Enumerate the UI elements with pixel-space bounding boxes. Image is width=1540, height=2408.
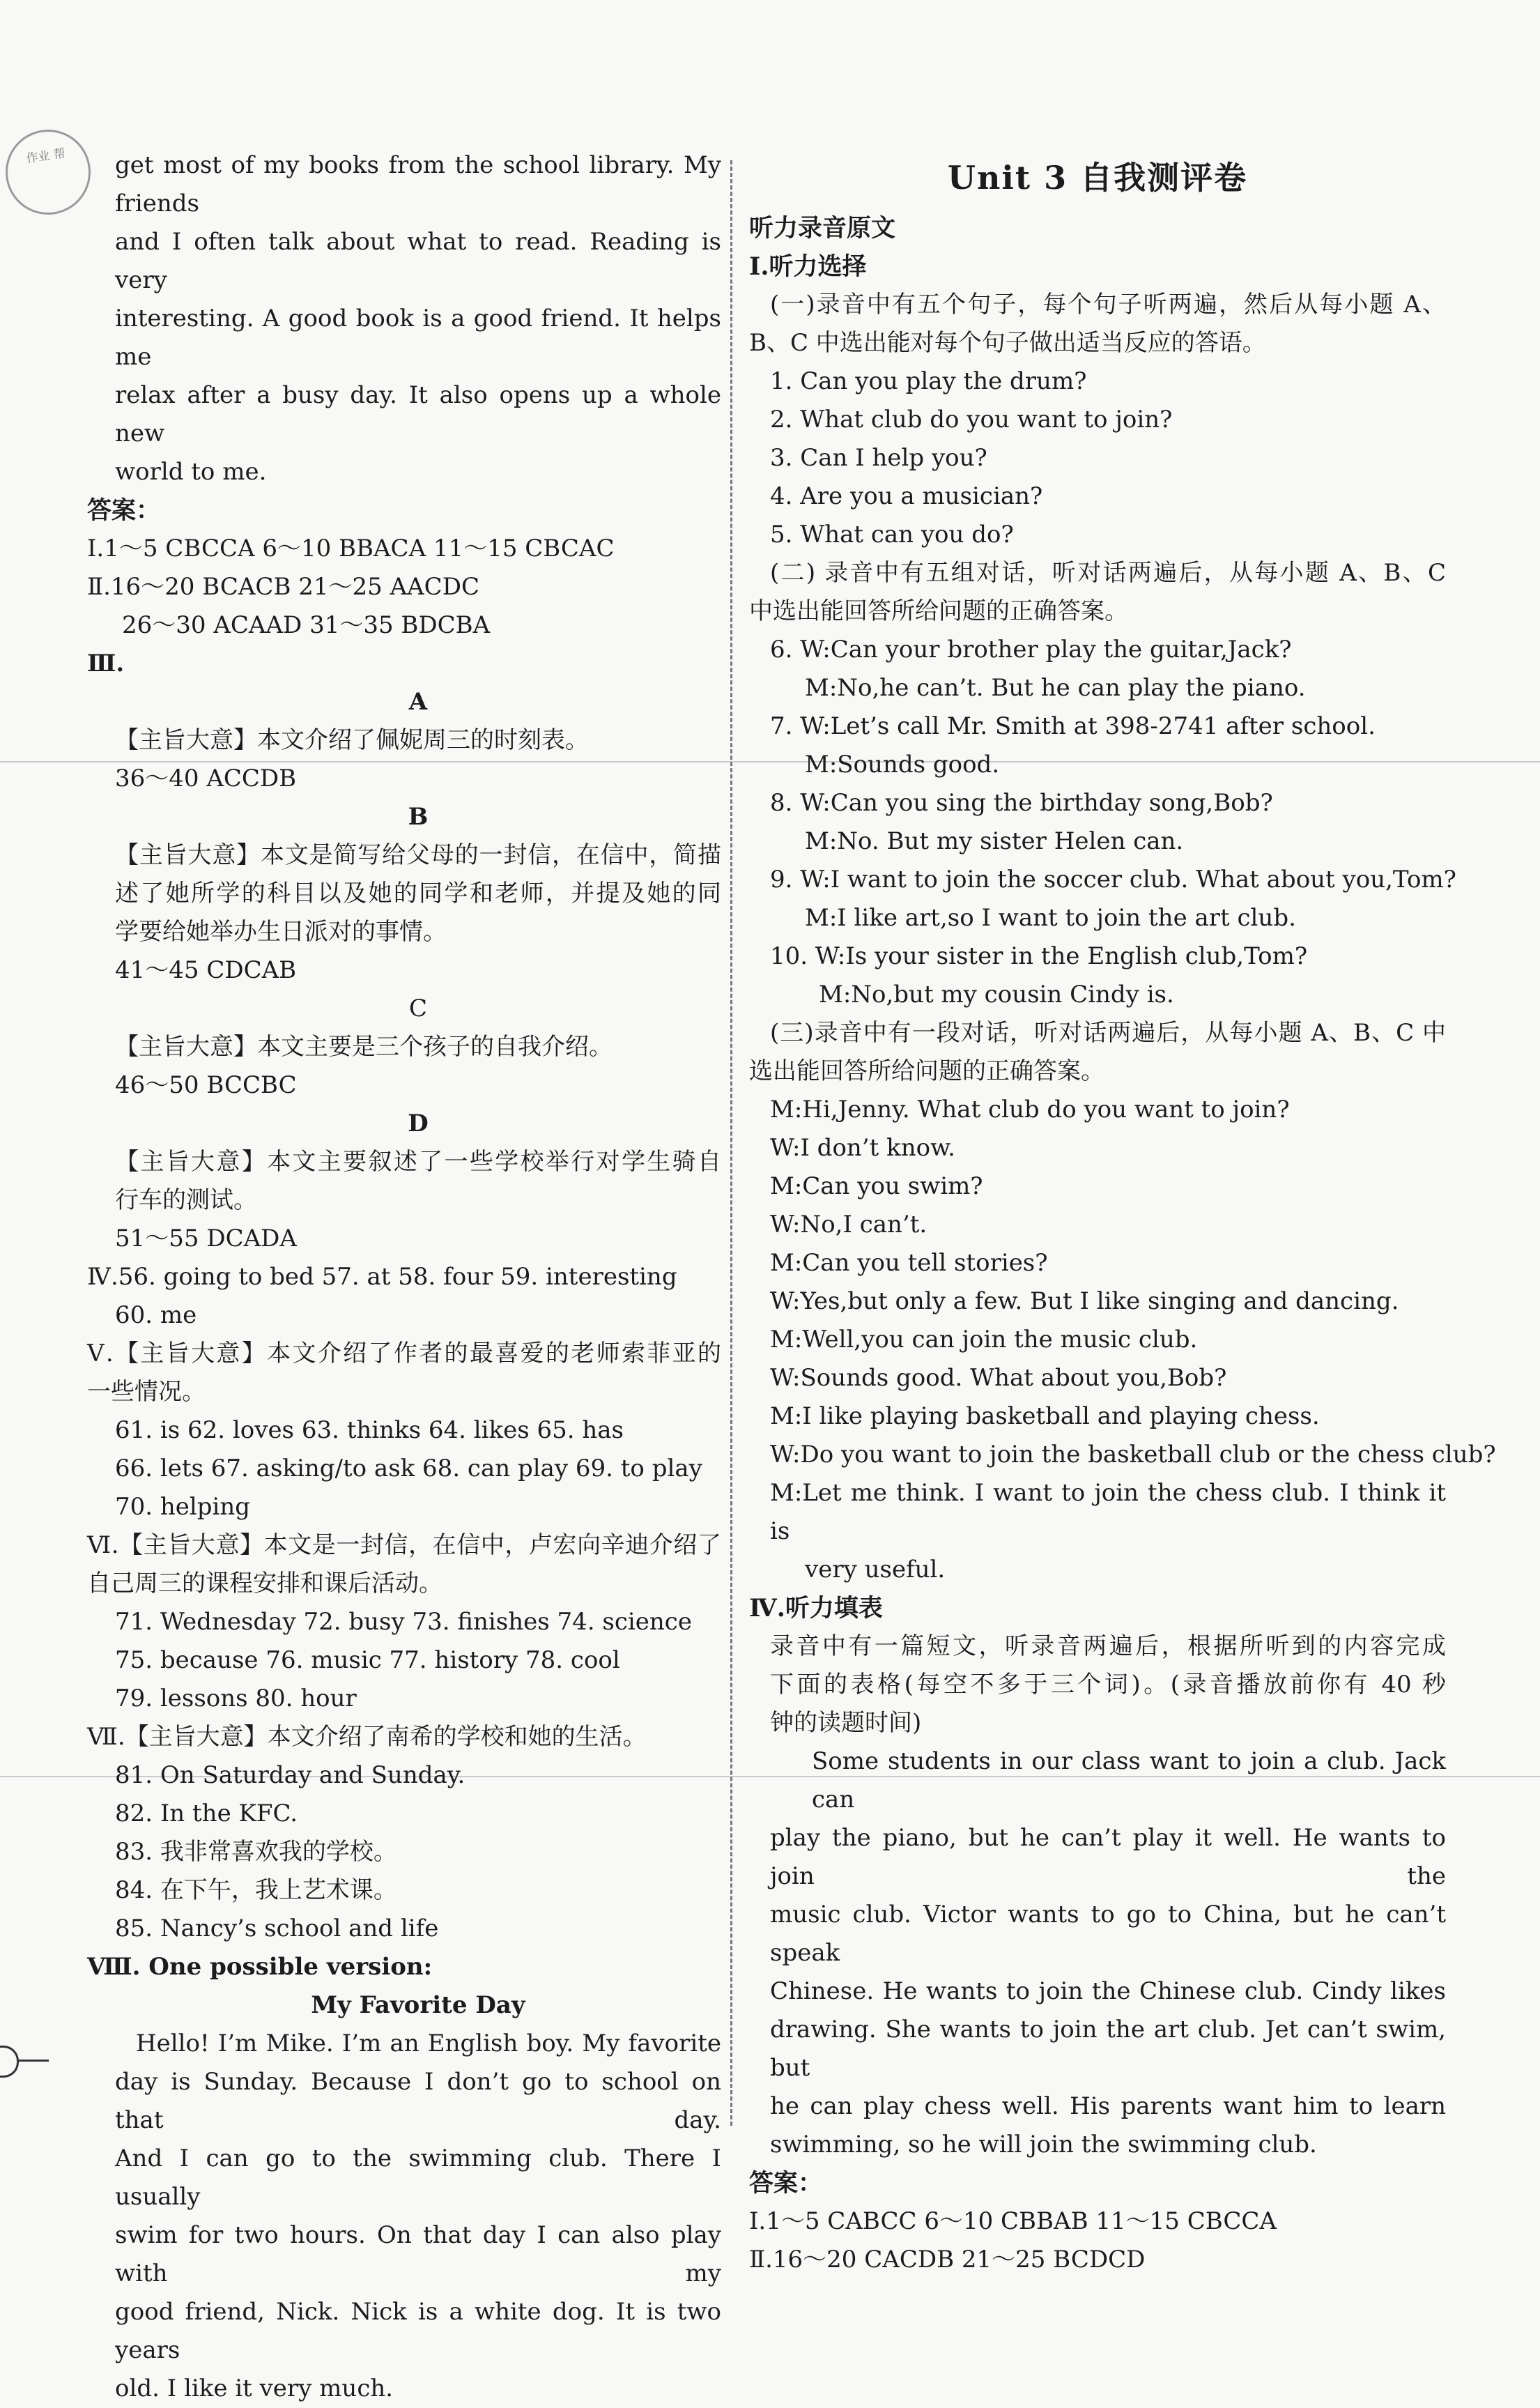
dialogue-line: M:I like playing basketball and playing chess. [770,1402,1320,1430]
summary-line: 【主旨大意】本文介绍了佩妮周三的时刻表。 [115,726,589,754]
summary-line: 【主旨大意】本文主要叙述了一些学校举行对学生骑自 [115,1148,721,1176]
instruction-line: 下面的表格(每空不多于三个词)。(录音播放前你有 40 秒 [770,1671,1446,1698]
answer-line: 36～40 ACCDB [115,765,297,792]
answer-line: 61. is 62. loves 63. thinks 64. likes 65. has [115,1416,624,1444]
dialogue-line: M:No,but my cousin Cindy is. [819,981,1174,1009]
dialogue-line: M:No. But my sister Helen can. [805,827,1184,855]
dialogue-line: W:Sounds good. What about you,Bob? [770,1364,1227,1392]
summary-line: 行车的测试。 [115,1186,257,1214]
passage-line: he can play chess well. His parents want him to learn [770,2092,1446,2120]
answer-line: 71. Wednesday 72. busy 73. finishes 74. science [115,1608,692,1636]
dialogue-line: W:I don’t know. [770,1134,955,1162]
essay-line: Hello! I’m Mike. I’m an English boy. My favorite [136,2030,721,2057]
answer-line: Ⅳ.56. going to bed 57. at 58. four 59. interesting [87,1263,677,1291]
answer-line: 84. 在下午，我上艺术课。 [115,1876,397,1904]
column-divider [730,160,732,2126]
answer-heading: 答案： [87,496,161,525]
passage-line: and I often talk about what to read. Reading is very [115,228,721,294]
passage-line: relax after a busy day. It also opens up a whole new [115,381,721,447]
section-heading: Ⅳ.听力填表 [749,1594,883,1623]
essay-line: old. I like it very much. [115,2375,394,2402]
answer-line: 41～45 CDCAB [115,956,297,984]
dialogue-line: 10. W:Is your sister in the English club,Tom? [770,942,1308,970]
answer-line: 83. 我非常喜欢我的学校。 [115,1838,397,1866]
question-line: 5. What can you do? [770,521,1014,549]
instruction-line: B、C 中选出能对每个句子做出适当反应的答语。 [749,329,1266,357]
dialogue-line: M:No,he can’t. But he can play the piano. [805,674,1306,702]
dialogue-line: M:Well,you can join the music club. [770,1326,1198,1353]
answer-line: 85. Nancy’s school and life [115,1915,439,1942]
answer-heading: 答案： [749,2169,823,2198]
summary-line: Ⅴ.【主旨大意】本文介绍了作者的最喜爱的老师索菲亚的 [87,1340,721,1367]
footer-rule [18,2060,49,2062]
answer-line: 66. lets 67. asking/to ask 68. can play 69. to play [115,1455,702,1482]
section-heading: Ⅰ.听力选择 [749,252,867,281]
section-heading: 听力录音原文 [749,214,896,243]
page-title: Unit 3 自我测评卷 [947,159,1248,197]
dialogue-line: 9. W:I want to join the soccer club. What about you,Tom? [770,866,1456,894]
section-label: Ⅲ. [87,650,125,677]
dialogue-line: M:Hi,Jenny. What club do you want to join? [770,1096,1290,1124]
answer-line: 81. On Saturday and Sunday. [115,1761,465,1789]
question-line: 3. Can I help you? [770,444,987,472]
summary-line: 【主旨大意】本文是简写给父母的一封信，在信中，简描 [115,841,721,869]
summary-line: 述了她所学的科目以及她的同学和老师，并提及她的同 [115,880,721,907]
dialogue-line: W:Do you want to join the basketball club or the chess club? [770,1441,1496,1468]
answer-line: Ⅱ.16～20 BCACB 21～25 AACDC [87,573,479,601]
dialogue-line: 6. W:Can your brother play the guitar,Jack? [770,636,1292,664]
dialogue-line: M:Sounds good. [805,751,1000,779]
dialogue-line: M:Can you tell stories? [770,1249,1048,1277]
summary-line: 【主旨大意】本文主要是三个孩子的自我介绍。 [115,1033,613,1061]
passage-line: Chinese. He wants to join the Chinese club. Cindy likes [770,1977,1446,2005]
answer-line: Ⅰ.1～5 CBCCA 6～10 BBACA 11～15 CBCAC [87,535,615,562]
passage-line: get most of my books from the school library. My friends [115,151,721,217]
answer-line: 51～55 DCADA [115,1225,297,1252]
passage-label: C [408,995,427,1022]
dialogue-line: M:Let me think. I want to join the chess club. I think it is [770,1479,1446,1545]
instruction-line: (三)录音中有一段对话，听对话两遍后，从每小题 A、B、C 中 [770,1019,1446,1047]
passage-line: interesting. A good book is a good friend. It helps me [115,305,721,371]
passage-label: B [408,803,429,831]
essay-line: swim for two hours. On that day I can also play with my [115,2221,721,2287]
summary-line: 学要给她举办生日派对的事情。 [115,918,447,946]
essay-line: day is Sunday. Because I don’t go to school on that day. [115,2068,721,2134]
section-label: Ⅷ. One possible version: [87,1953,433,1981]
summary-line: 一些情况。 [87,1378,206,1406]
essay-line: good friend, Nick. Nick is a white dog. It is two years [115,2298,721,2364]
dialogue-line: M:I like art,so I want to join the art club. [805,904,1296,932]
page-number-tab [0,2046,19,2078]
passage-line: drawing. She wants to join the art club. Jet can’t swim, but [770,2016,1446,2082]
left-column [87,146,721,2408]
instruction-line: 录音中有一篇短文，听录音两遍后，根据所听到的内容完成 [770,1632,1446,1660]
answer-line: 26～30 ACAAD 31～35 BDCBA [122,611,491,639]
instruction-line: 选出能回答所给问题的正确答案。 [749,1057,1104,1085]
question-line: 2. What club do you want to join? [770,406,1173,434]
essay-line: And I can go to the swimming club. There I usually [115,2145,721,2211]
answer-line: 46～50 BCCBC [115,1071,297,1099]
dialogue-line: 8. W:Can you sing the birthday song,Bob? [770,789,1273,817]
dialogue-line: very useful. [805,1556,946,1583]
dialogue-line: W:No,I can’t. [770,1211,927,1238]
passage-label: D [408,1110,429,1137]
answer-line: 60. me [115,1301,197,1329]
passage-label: A [408,688,428,716]
passage-line: world to me. [115,458,267,486]
instruction-line: (一)录音中有五个句子，每个句子听两遍，然后从每小题 A、 [770,291,1446,319]
answer-line: Ⅰ.1～5 CABCC 6～10 CBBAB 11～15 CBCCA [749,2207,1277,2235]
summary-line: 自己周三的课程安排和课后活动。 [87,1570,442,1597]
essay-title: My Favorite Day [311,1991,525,2019]
answer-line: 82. In the KFC. [115,1800,298,1827]
dialogue-line: W:Yes,but only a few. But I like singing and dancing. [770,1287,1399,1315]
passage-line: swimming, so he will join the swimming club. [770,2131,1317,2158]
passage-line: music club. Victor wants to go to China, but he can’t speak [770,1901,1446,1967]
answer-line: 70. helping [115,1493,251,1521]
answer-line: 75. because 76. music 77. history 78. cool [115,1646,620,1674]
watermark-stamp: 作业 帮 [0,124,96,220]
question-line: 1. Can you play the drum? [770,367,1087,395]
passage-line: play the piano, but he can’t play it well. He wants to join the [770,1824,1446,1890]
instruction-line: 钟的读题时间) [770,1709,922,1737]
instruction-line: (二) 录音中有五组对话，听对话两遍后，从每小题 A、B、C [770,559,1446,587]
summary-line: Ⅵ.【主旨大意】本文是一封信，在信中，卢宏向辛迪介绍了 [87,1531,721,1559]
right-column [749,146,1496,2279]
dialogue-line: 7. W:Let’s call Mr. Smith at 398-2741 after school. [770,712,1376,740]
answer-line: Ⅱ.16～20 CACDB 21～25 BCDCD [749,2246,1146,2273]
instruction-line: 中选出能回答所给问题的正确答案。 [749,597,1128,625]
dialogue-line: M:Can you swim? [770,1172,983,1200]
passage-line: Some students in our class want to join a club. Jack can [812,1747,1446,1813]
summary-line: Ⅶ.【主旨大意】本文介绍了南希的学校和她的生活。 [87,1723,647,1751]
question-line: 4. Are you a musician? [770,482,1043,510]
answer-line: 79. lessons 80. hour [115,1685,357,1712]
